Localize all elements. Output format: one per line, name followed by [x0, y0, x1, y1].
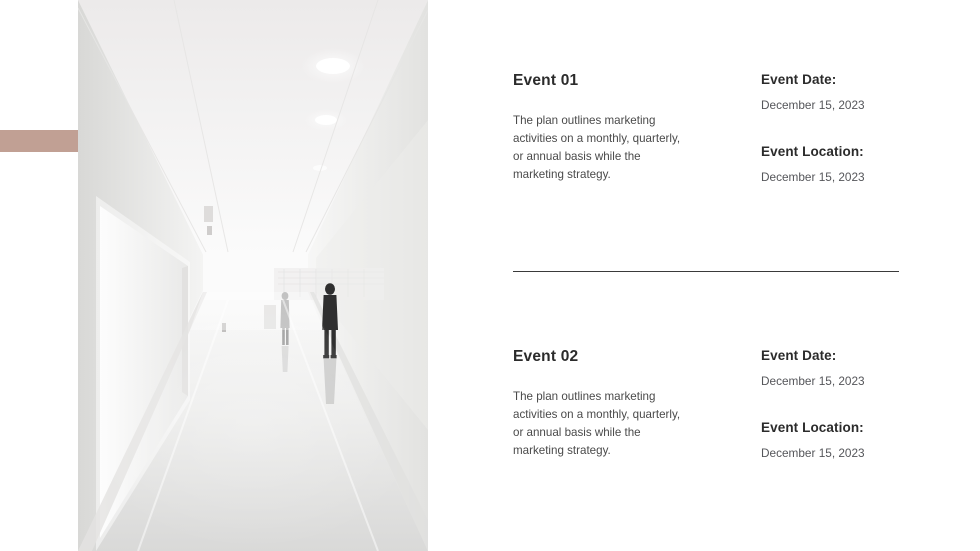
- event-2-date-value: December 15, 2023: [761, 374, 865, 388]
- event-1-date-value: December 15, 2023: [761, 98, 865, 112]
- event-2-location-group: [761, 420, 913, 460]
- section-divider: [513, 271, 899, 272]
- events-content: [513, 0, 913, 551]
- event-1-description: The plan outlines marketing activities on a monthly, quarterly, or annual basis while the marketing strategy.: [513, 114, 681, 181]
- event-1-title: Event 01: [513, 72, 579, 89]
- corridor-photo-graphic: [78, 0, 428, 551]
- event-1-text-column: [513, 72, 713, 184]
- event-2-text-column: [513, 348, 713, 460]
- event-2-location-value: December 15, 2023: [761, 446, 865, 460]
- event-1-location-label: Event Location:: [761, 144, 864, 159]
- event-2-location-label: Event Location:: [761, 420, 864, 435]
- event-2-meta-column: [761, 348, 913, 460]
- event-1-date-group: [761, 72, 913, 112]
- event-1-date-label: Event Date:: [761, 72, 837, 87]
- event-1-meta-column: [761, 72, 913, 184]
- event-2-title: Event 02: [513, 348, 579, 365]
- event-2-description: The plan outlines marketing activities on a monthly, quarterly, or annual basis while the marketing strategy.: [513, 390, 681, 457]
- event-2-date-group: [761, 348, 913, 388]
- event-1-location-group: [761, 144, 913, 184]
- corridor-photo: [78, 0, 428, 551]
- event-1-location-value: December 15, 2023: [761, 170, 865, 184]
- event-2-date-label: Event Date:: [761, 348, 837, 363]
